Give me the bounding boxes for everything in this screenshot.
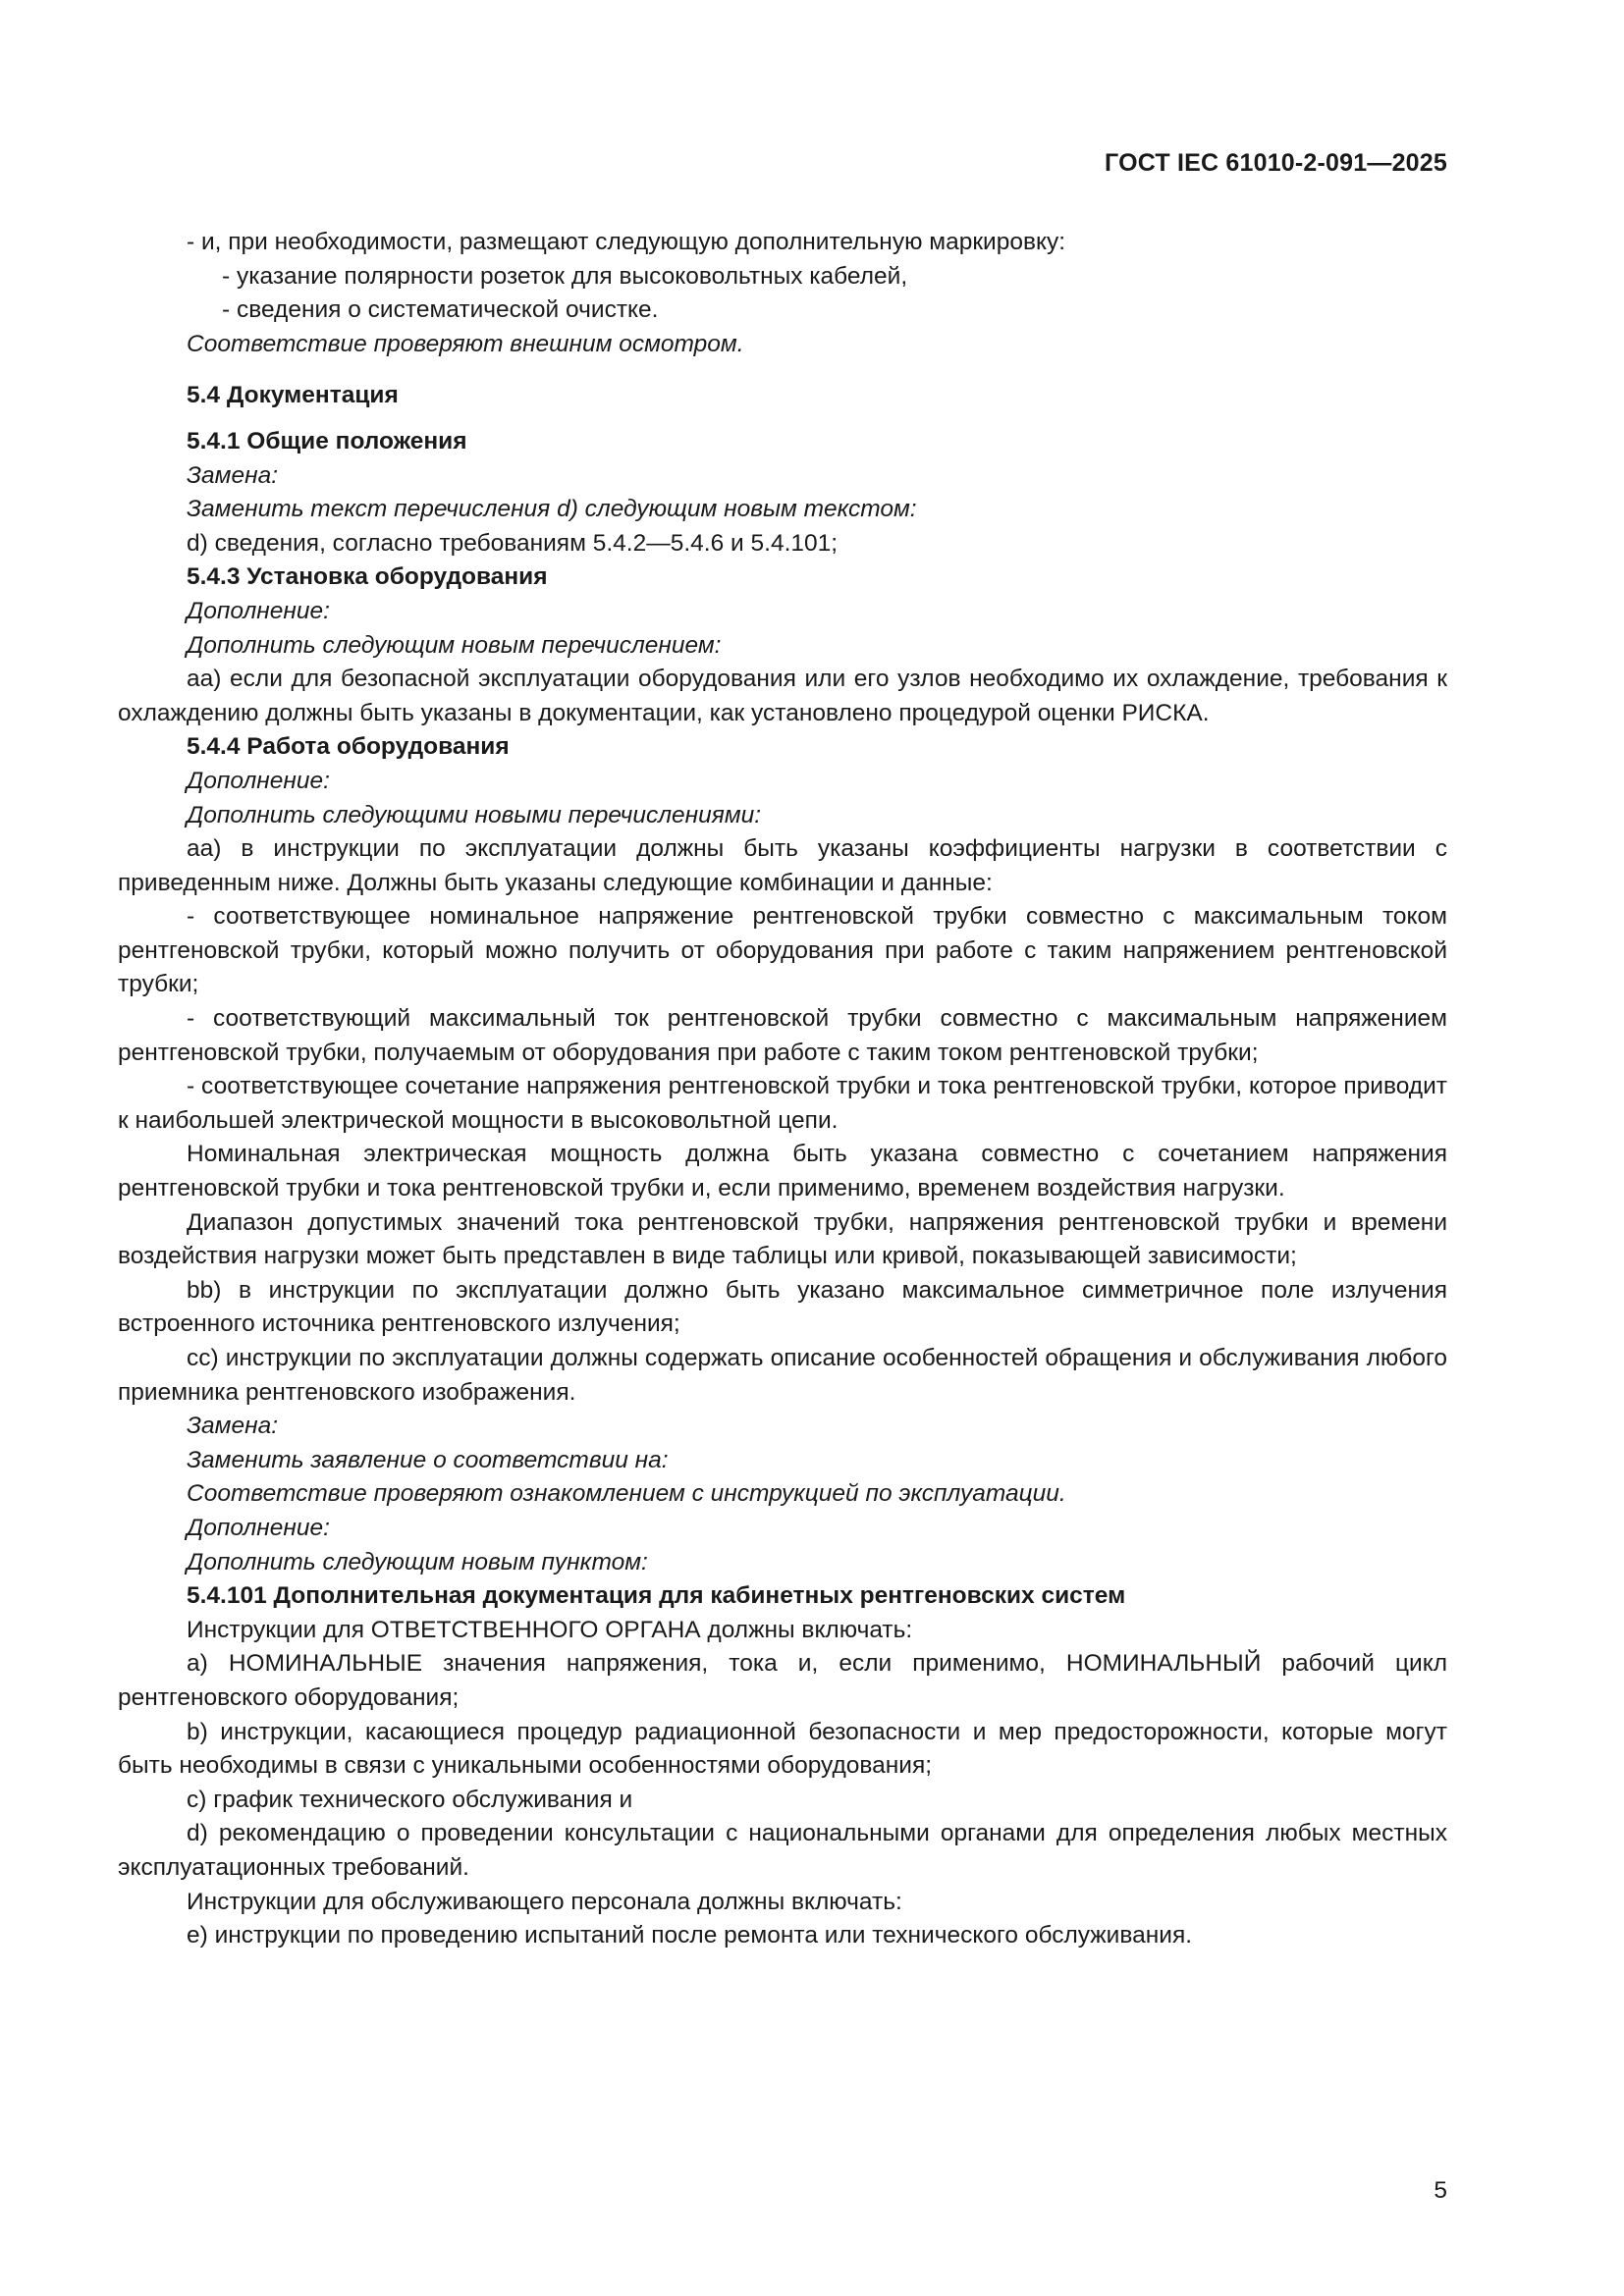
paragraph: c) график технического обслуживания и (187, 1786, 633, 1813)
paragraph: Дополнить следующим новым перечислением: (187, 631, 722, 659)
paragraph: Соответствие проверяют ознакомлением с инструкцией по эксплуатации. (187, 1480, 1066, 1508)
section-heading: 5.4.101 Дополнительная документация для кабинетных рентгеновских систем (187, 1582, 1126, 1610)
paragraph: - и, при необходимости, размещают следующую дополнительную маркировку: (187, 229, 1066, 255)
body-text (118, 226, 1447, 1953)
paragraph: aa) в инструкции по эксплуатации должны быть указаны коэффициенты нагрузки в соответствии с приведенным ниже. Должны быть указаны следующие комбинации и данные: (118, 835, 1447, 896)
paragraph: - указание полярности розеток для высоковольтных кабелей, (222, 262, 908, 290)
paragraph: - соответствующее сочетание напряжения рентгеновской трубки и тока рентгеновской трубки, которое приводит к наибольшей электрической мощности в высоковольтной цепи. (118, 1073, 1447, 1134)
paragraph: Дополнить следующими новыми перечислениями: (187, 801, 762, 828)
section-heading: 5.4.1 Общие положения (187, 427, 467, 454)
paragraph: - соответствующее номинальное напряжение рентгеновской трубки совместно с максимальным током рентгеновской трубки, который можно получить от оборудования при работе с таким напряжением рентгеновской трубки; (118, 903, 1447, 998)
paragraph: Диапазон допустимых значений тока рентгеновской трубки, напряжения рентгеновской трубки и времени воздействия нагрузки может быть представлен в виде таблицы или кривой, показывающей зависимости; (118, 1208, 1447, 1270)
page-number: 5 (1434, 2177, 1447, 2204)
paragraph: d) рекомендацию о проведении консультации с национальными органами для определения любых местных эксплуатационных требований. (118, 1820, 1447, 1881)
paragraph: Заменить заявление о соответствии на: (187, 1446, 669, 1473)
paragraph: aa) если для безопасной эксплуатации оборудования или его узлов необходимо их охлаждение, требования к охлаждению должны быть указаны в документации, как установлено процедурой оценки РИСКА. (118, 666, 1447, 726)
paragraph: d) сведения, согласно требованиям 5.4.2—5.4.6 и 5.4.101; (187, 529, 839, 557)
section-heading: 5.4.4 Работа оборудования (187, 733, 510, 761)
standard-designation: ГОСТ IEC 61010-2-091—2025 (1105, 149, 1447, 177)
paragraph: Дополнение: (187, 767, 330, 794)
paragraph: bb) в инструкции по эксплуатации должно быть указано максимальное симметричное поле излучения встроенного источника рентгеновского излучения; (118, 1276, 1447, 1338)
section-heading: 5.4.3 Установка оборудования (187, 563, 548, 591)
paragraph: Номинальная электрическая мощность должна быть указана совместно с сочетанием напряжения рентгеновской трубки и тока рентгеновской трубки и, если применимо, временем воздействия нагрузки. (118, 1141, 1447, 1202)
paragraph: e) инструкции по проведению испытаний после ремонта или технического обслуживания. (187, 1922, 1193, 1949)
paragraph: Соответствие проверяют внешним осмотром. (187, 330, 744, 357)
paragraph: b) инструкции, касающиеся процедур радиационной безопасности и мер предосторожности, которые могут быть необходимы в связи с уникальными особенностями оборудования; (118, 1718, 1447, 1780)
paragraph: Дополнение: (187, 1514, 330, 1541)
paragraph: Заменить текст перечисления d) следующим новым текстом: (187, 496, 917, 523)
section-heading: 5.4 Документация (187, 382, 399, 409)
paragraph: Дополнение: (187, 597, 330, 624)
paragraph: - сведения о систематической очистке. (222, 296, 659, 324)
paragraph: a) НОМИНАЛЬНЫЕ значения напряжения, тока и, если применимо, НОМИНАЛЬНЫЙ рабочий цикл рентгеновского оборудования; (118, 1650, 1447, 1711)
paragraph: Замена: (187, 461, 278, 489)
paragraph: Дополнить следующим новым пунктом: (187, 1548, 648, 1575)
paragraph: Инструкции для ОТВЕТСТВЕННОГО ОРГАНА должны включать: (187, 1616, 913, 1643)
paragraph: cc) инструкции по эксплуатации должны содержать описание особенностей обращения и обслуживания любого приемника рентгеновского изображения. (118, 1345, 1447, 1406)
paragraph: Замена: (187, 1413, 278, 1440)
paragraph: Инструкции для обслуживающего персонала должны включать: (187, 1888, 902, 1915)
paragraph: - соответствующий максимальный ток рентгеновской трубки совместно с максимальным напряжением рентгеновской трубки, получаемым от оборудования при работе с таким током рентгеновской трубки; (118, 1005, 1447, 1066)
